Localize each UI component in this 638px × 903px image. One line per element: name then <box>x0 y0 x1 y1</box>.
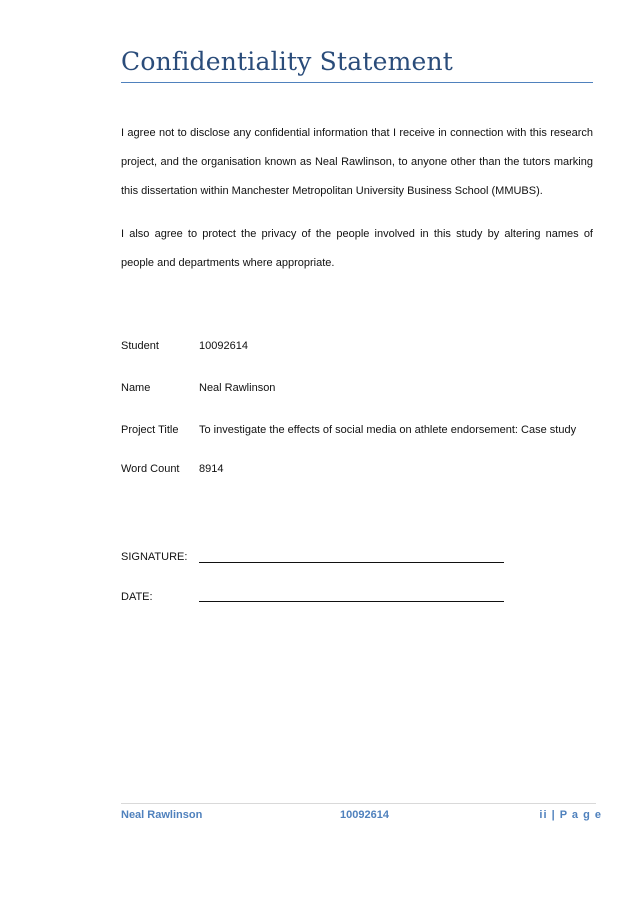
word-count-label: Word Count <box>121 463 180 475</box>
name-label: Name <box>121 382 151 394</box>
paragraph-disclosure: I agree not to disclose any confidential information that I receive in connection with this research project, and the organisation known as Neal Rawlinson, to anyone other than the tutors marking this dissertation within Manchester Metropolitan University Business School (MMUBS). <box>121 127 593 197</box>
footer-author: Neal Rawlinson <box>121 809 203 821</box>
footer-student-id: 10092614 <box>340 809 389 821</box>
student-label: Student <box>121 340 159 352</box>
date-label: DATE: <box>121 591 153 603</box>
date-line <box>199 601 504 602</box>
title-divider <box>121 82 593 83</box>
signature-line <box>199 562 504 563</box>
signature-label: SIGNATURE: <box>121 551 188 563</box>
paragraph-privacy: I also agree to protect the privacy of the people involved in this study by altering names of people and departments where appropriate. <box>121 228 593 269</box>
student-value: 10092614 <box>199 340 248 352</box>
project-title-value: To investigate the effects of social media on athlete endorsement: Case study <box>199 424 577 436</box>
word-count-value: 8914 <box>199 463 224 475</box>
name-value: Neal Rawlinson <box>199 382 276 394</box>
project-title-label: Project Title <box>121 424 179 436</box>
footer-divider <box>121 803 596 804</box>
footer-page-number: ii | P a g e <box>539 809 602 821</box>
page-title: Confidentiality Statement <box>121 47 454 76</box>
